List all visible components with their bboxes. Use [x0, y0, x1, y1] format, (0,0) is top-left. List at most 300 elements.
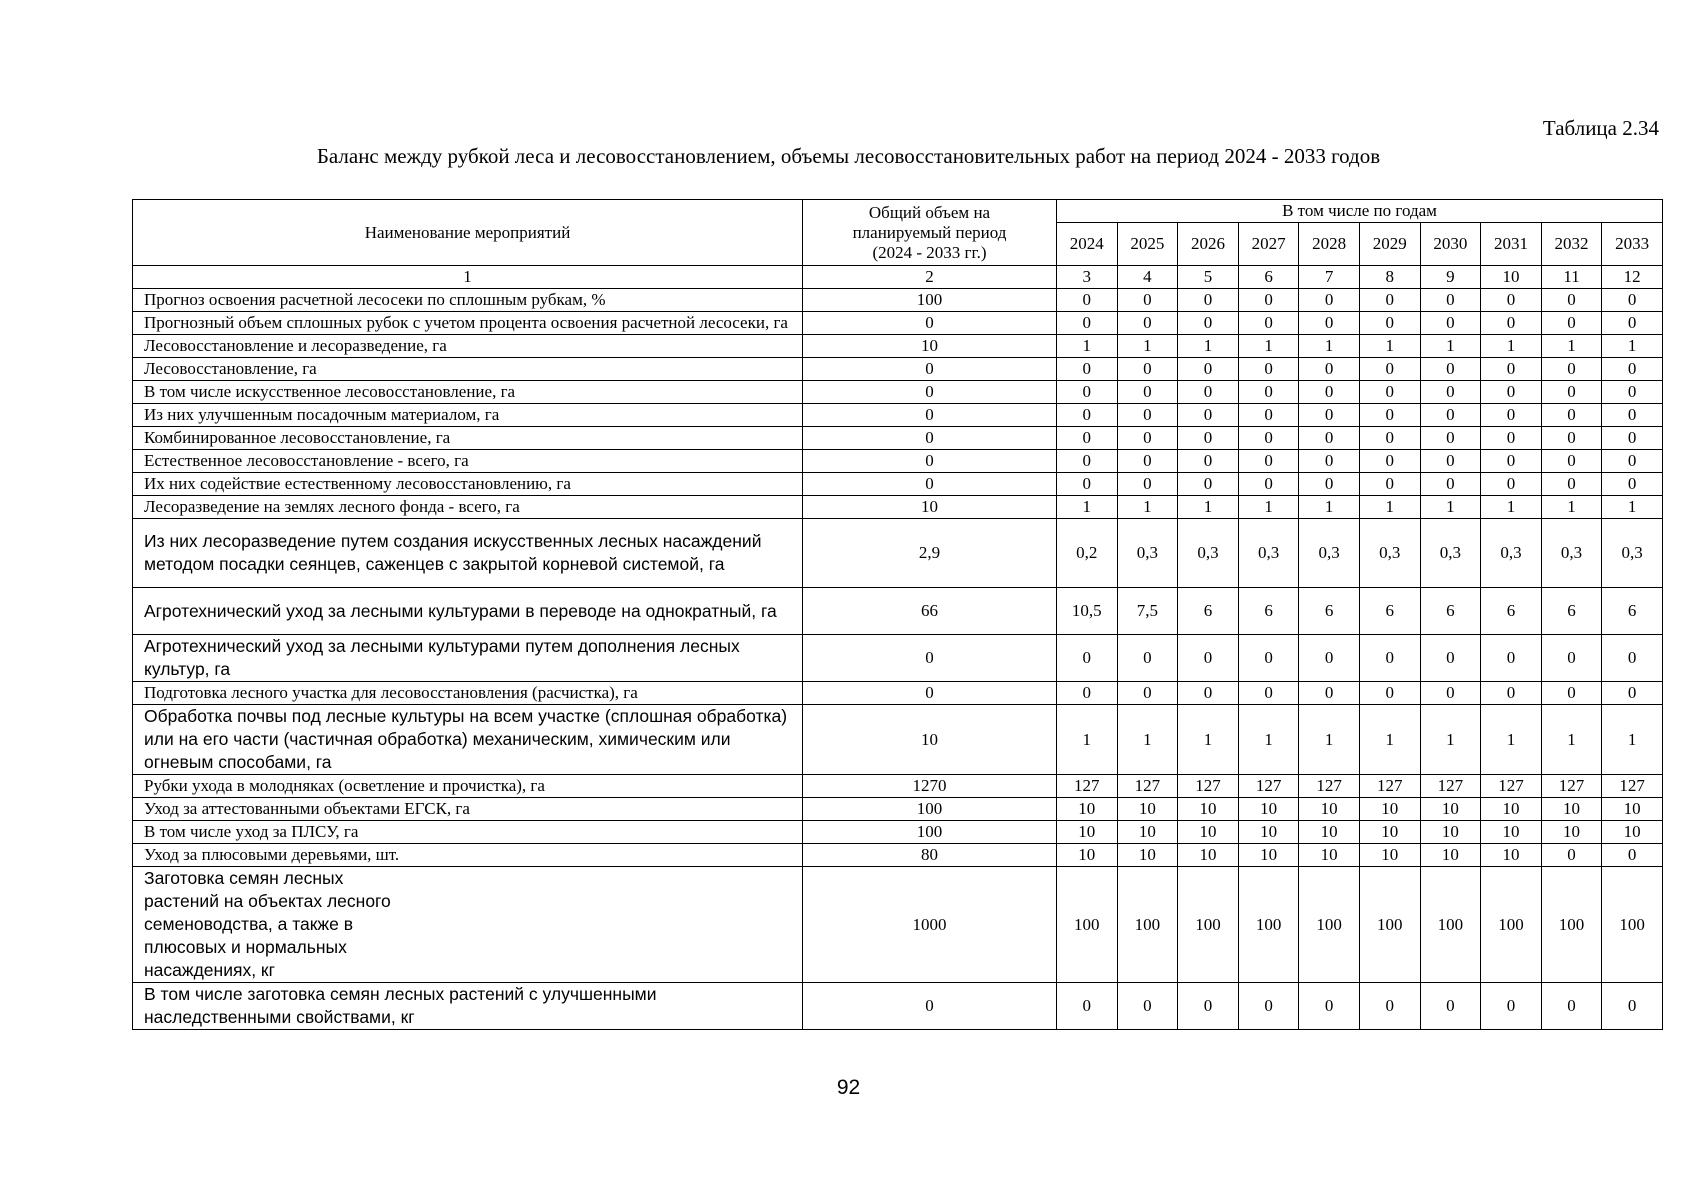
- row-year-cell: 0: [1359, 983, 1420, 1030]
- row-year-cell: 0: [1057, 358, 1118, 381]
- row-total-cell: 100: [803, 798, 1057, 821]
- row-name-cell: [133, 775, 803, 798]
- row-year-cell: 10: [1481, 821, 1542, 844]
- row-year-cell: 127: [1420, 775, 1481, 798]
- column-number: 7: [1299, 266, 1360, 289]
- row-total-cell: 100: [803, 289, 1057, 312]
- row-year-cell: 0: [1117, 358, 1178, 381]
- row-name: Из них улучшенным посадочным материалом, га: [144, 405, 500, 424]
- row-year-cell: 0,3: [1299, 519, 1360, 588]
- column-number: 3: [1057, 266, 1118, 289]
- header-year: 2026: [1178, 223, 1239, 266]
- row-year-cell: 0: [1481, 289, 1542, 312]
- column-number: 2: [803, 266, 1057, 289]
- row-year-cell: 0: [1178, 682, 1239, 705]
- row-name: Уход за плюсовыми деревьями, шт.: [144, 845, 400, 864]
- row-year-cell: 1: [1359, 496, 1420, 519]
- header-year: 2033: [1602, 223, 1663, 266]
- row-year-cell: 10: [1178, 821, 1239, 844]
- row-year-cell: 1: [1299, 335, 1360, 358]
- row-name-cell: [133, 798, 803, 821]
- row-year-cell: 0: [1238, 473, 1299, 496]
- row-year-cell: 0: [1420, 983, 1481, 1030]
- row-year-cell: 10: [1420, 798, 1481, 821]
- row-year-cell: 0: [1178, 635, 1239, 682]
- row-year-cell: 0: [1359, 450, 1420, 473]
- row-year-cell: 0: [1359, 427, 1420, 450]
- row-year-cell: 0: [1541, 983, 1602, 1030]
- row-year-cell: 0: [1420, 427, 1481, 450]
- row-year-cell: 0: [1178, 404, 1239, 427]
- row-year-cell: 0: [1117, 983, 1178, 1030]
- row-total-cell: 80: [803, 844, 1057, 867]
- row-year-cell: 0,3: [1420, 519, 1481, 588]
- row-name-cell: [133, 867, 803, 983]
- row-year-cell: 6: [1602, 588, 1663, 635]
- row-year-cell: 10: [1541, 798, 1602, 821]
- row-year-cell: 0: [1117, 381, 1178, 404]
- row-year-cell: 0,3: [1178, 519, 1239, 588]
- row-year-cell: 10: [1299, 844, 1360, 867]
- table-row: [133, 588, 1663, 635]
- row-year-cell: 0: [1238, 358, 1299, 381]
- row-year-cell: 100: [1541, 867, 1602, 983]
- row-year-cell: 0: [1238, 427, 1299, 450]
- column-number: 6: [1238, 266, 1299, 289]
- row-year-cell: 1: [1541, 705, 1602, 775]
- row-total-cell: 0: [803, 404, 1057, 427]
- row-year-cell: 0: [1299, 312, 1360, 335]
- row-name-cell: [133, 496, 803, 519]
- row-year-cell: 0: [1299, 381, 1360, 404]
- column-number: 11: [1541, 266, 1602, 289]
- row-year-cell: 0: [1481, 473, 1542, 496]
- row-year-cell: 10: [1602, 821, 1663, 844]
- row-year-cell: 0: [1117, 473, 1178, 496]
- table-row: [133, 821, 1663, 844]
- row-year-cell: 0: [1481, 404, 1542, 427]
- row-name: Из них лесоразведение путем создания искусственных лесных насаждений методом посадки сеянцев, саженцев с закрытой корневой системой, га: [144, 531, 762, 574]
- row-year-cell: 0: [1057, 381, 1118, 404]
- row-year-cell: 0: [1420, 450, 1481, 473]
- row-name: В том числе искусственное лесовосстановление, га: [144, 382, 516, 401]
- row-year-cell: 0: [1359, 381, 1420, 404]
- row-year-cell: 0: [1117, 427, 1178, 450]
- row-year-cell: 0,3: [1117, 519, 1178, 588]
- column-number: 5: [1178, 266, 1239, 289]
- row-year-cell: 1: [1238, 705, 1299, 775]
- row-total-cell: 10: [803, 496, 1057, 519]
- row-year-cell: 0: [1359, 358, 1420, 381]
- header-years-group: В том числе по годам: [1057, 200, 1663, 223]
- row-year-cell: 6: [1238, 588, 1299, 635]
- row-total-cell: 10: [803, 335, 1057, 358]
- row-total-cell: 0: [803, 381, 1057, 404]
- row-total-cell: 0: [803, 358, 1057, 381]
- row-year-cell: 0: [1602, 404, 1663, 427]
- row-year-cell: 0: [1602, 289, 1663, 312]
- row-year-cell: 10,5: [1057, 588, 1118, 635]
- row-name-cell: [133, 450, 803, 473]
- column-number: 8: [1359, 266, 1420, 289]
- row-year-cell: 0: [1359, 404, 1420, 427]
- row-year-cell: 0: [1420, 404, 1481, 427]
- row-year-cell: 1: [1420, 496, 1481, 519]
- row-year-cell: 1: [1117, 335, 1178, 358]
- row-year-cell: 0: [1541, 682, 1602, 705]
- row-year-cell: 0: [1602, 473, 1663, 496]
- row-year-cell: 0: [1602, 427, 1663, 450]
- row-year-cell: 0: [1541, 289, 1602, 312]
- row-year-cell: 1: [1481, 335, 1542, 358]
- row-year-cell: 1: [1359, 335, 1420, 358]
- row-year-cell: 100: [1602, 867, 1663, 983]
- row-year-cell: 0: [1299, 427, 1360, 450]
- balance-table-container: [132, 199, 1662, 1030]
- row-year-cell: 0: [1238, 635, 1299, 682]
- header-total-cell: [803, 200, 1057, 266]
- row-year-cell: 6: [1481, 588, 1542, 635]
- row-year-cell: 10: [1541, 821, 1602, 844]
- row-year-cell: 0: [1178, 427, 1239, 450]
- row-year-cell: 0: [1541, 473, 1602, 496]
- table-row: [133, 705, 1663, 775]
- row-year-cell: 1: [1178, 496, 1239, 519]
- row-year-cell: 1: [1238, 335, 1299, 358]
- row-name: Агротехнический уход за лесными культурами путем дополнения лесных культур, га: [144, 636, 740, 679]
- table-row: [133, 635, 1663, 682]
- row-year-cell: 0: [1117, 635, 1178, 682]
- row-year-cell: 0: [1541, 450, 1602, 473]
- row-name: Естественное лесовосстановление - всего, га: [144, 451, 469, 470]
- row-year-cell: 0: [1117, 450, 1178, 473]
- row-year-cell: 0: [1541, 312, 1602, 335]
- column-number-row: [133, 266, 1663, 289]
- row-year-cell: 127: [1238, 775, 1299, 798]
- column-number: 12: [1602, 266, 1663, 289]
- row-year-cell: 0: [1117, 312, 1178, 335]
- row-year-cell: 10: [1299, 798, 1360, 821]
- row-year-cell: 6: [1178, 588, 1239, 635]
- row-name-cell: [133, 519, 803, 588]
- row-year-cell: 0: [1420, 381, 1481, 404]
- table-row: [133, 519, 1663, 588]
- row-year-cell: 0: [1178, 312, 1239, 335]
- row-year-cell: 1: [1117, 496, 1178, 519]
- table-row: [133, 867, 1663, 983]
- row-total-cell: 100: [803, 821, 1057, 844]
- row-year-cell: 0: [1299, 289, 1360, 312]
- row-name: Комбинированное лесовосстановление, га: [144, 428, 451, 447]
- row-year-cell: 10: [1420, 844, 1481, 867]
- row-year-cell: 0: [1057, 473, 1118, 496]
- column-number: 4: [1117, 266, 1178, 289]
- table-row: [133, 404, 1663, 427]
- row-year-cell: 0: [1481, 983, 1542, 1030]
- row-name-cell: [133, 427, 803, 450]
- row-total-cell: 0: [803, 427, 1057, 450]
- column-number: 1: [133, 266, 803, 289]
- row-year-cell: 0: [1299, 983, 1360, 1030]
- row-year-cell: 0: [1359, 682, 1420, 705]
- row-year-cell: 127: [1481, 775, 1542, 798]
- row-year-cell: 1: [1238, 496, 1299, 519]
- row-name: Обработка почвы под лесные культуры на всем участке (сплошная обработка) или на его части (частичная обработка) механическим, химическим или огневым способами, га: [144, 706, 788, 772]
- row-name-cell: [133, 682, 803, 705]
- row-year-cell: 1: [1178, 705, 1239, 775]
- row-year-cell: 6: [1541, 588, 1602, 635]
- row-year-cell: 0: [1541, 358, 1602, 381]
- row-total-cell: 0: [803, 635, 1057, 682]
- row-name-cell: [133, 312, 803, 335]
- row-year-cell: 0: [1602, 450, 1663, 473]
- row-year-cell: 0: [1178, 473, 1239, 496]
- row-year-cell: 0: [1541, 635, 1602, 682]
- row-year-cell: 100: [1359, 867, 1420, 983]
- row-name: Агротехнический уход за лесными культурами в переводе на однократный, га: [144, 600, 777, 621]
- column-number: 9: [1420, 266, 1481, 289]
- table-row: [133, 427, 1663, 450]
- header-year: 2027: [1238, 223, 1299, 266]
- row-year-cell: 0: [1299, 358, 1360, 381]
- row-name: В том числе уход за ПЛСУ, га: [144, 822, 359, 841]
- row-name: Лесовосстановление, га: [144, 359, 317, 378]
- row-year-cell: 10: [1420, 821, 1481, 844]
- row-name-cell: [133, 635, 803, 682]
- row-year-cell: 0: [1541, 381, 1602, 404]
- row-name: Подготовка лесного участка для лесовосстановления (расчистка), га: [144, 683, 638, 702]
- row-year-cell: 0: [1541, 404, 1602, 427]
- row-year-cell: 0: [1299, 473, 1360, 496]
- row-total-cell: 1270: [803, 775, 1057, 798]
- balance-table: [132, 199, 1663, 1030]
- row-year-cell: 0,3: [1541, 519, 1602, 588]
- table-row: [133, 844, 1663, 867]
- header-total-line-2: планируемый период: [852, 222, 1007, 242]
- header-total-line-1: Общий объем на: [868, 202, 991, 222]
- row-year-cell: 1: [1481, 705, 1542, 775]
- row-year-cell: 0: [1481, 427, 1542, 450]
- row-year-cell: 10: [1299, 821, 1360, 844]
- table-label: Таблица 2.34: [1542, 116, 1659, 140]
- row-year-cell: 0: [1481, 312, 1542, 335]
- row-year-cell: 0: [1238, 289, 1299, 312]
- row-year-cell: 100: [1057, 867, 1118, 983]
- row-year-cell: 1: [1602, 496, 1663, 519]
- row-year-cell: 0: [1359, 289, 1420, 312]
- row-name-cell: [133, 821, 803, 844]
- row-year-cell: 127: [1057, 775, 1118, 798]
- row-year-cell: 1: [1299, 705, 1360, 775]
- row-name: В том числе заготовка семян лесных растений с улучшенными наследственными свойствами, кг: [144, 984, 657, 1027]
- row-year-cell: 100: [1178, 867, 1239, 983]
- row-year-cell: 0: [1420, 312, 1481, 335]
- row-year-cell: 0: [1238, 450, 1299, 473]
- row-name-cell: [133, 473, 803, 496]
- header-row-top: [133, 200, 1663, 223]
- row-year-cell: 0: [1238, 381, 1299, 404]
- row-year-cell: 0: [1541, 427, 1602, 450]
- row-year-cell: 0: [1117, 682, 1178, 705]
- header-year: 2028: [1299, 223, 1360, 266]
- row-year-cell: 0: [1057, 289, 1118, 312]
- row-year-cell: 6: [1299, 588, 1360, 635]
- row-year-cell: 1: [1602, 335, 1663, 358]
- row-year-cell: 0: [1117, 289, 1178, 312]
- header-year: 2030: [1420, 223, 1481, 266]
- row-year-cell: 0,3: [1238, 519, 1299, 588]
- page-number: 92: [836, 1076, 861, 1099]
- row-year-cell: 0: [1057, 312, 1118, 335]
- row-year-cell: 0: [1057, 404, 1118, 427]
- row-name-cell: [133, 844, 803, 867]
- row-year-cell: 10: [1117, 798, 1178, 821]
- row-year-cell: 0: [1602, 635, 1663, 682]
- row-total-cell: 0: [803, 682, 1057, 705]
- header-year: 2032: [1541, 223, 1602, 266]
- row-year-cell: 1: [1178, 335, 1239, 358]
- table-row: [133, 798, 1663, 821]
- row-year-cell: 0: [1057, 983, 1118, 1030]
- row-year-cell: 10: [1359, 798, 1420, 821]
- row-year-cell: 10: [1117, 821, 1178, 844]
- row-year-cell: 0: [1178, 983, 1239, 1030]
- row-name: Прогнозный объем сплошных рубок с учетом процента освоения расчетной лесосеки, га: [144, 313, 788, 332]
- row-name: Лесоразведение на землях лесного фонда - всего, га: [144, 497, 520, 516]
- row-year-cell: 0: [1602, 844, 1663, 867]
- row-year-cell: 0: [1602, 358, 1663, 381]
- row-year-cell: 0: [1117, 404, 1178, 427]
- row-year-cell: 0,3: [1481, 519, 1542, 588]
- row-year-cell: 0: [1481, 358, 1542, 381]
- row-total-cell: 2,9: [803, 519, 1057, 588]
- table-row: [133, 682, 1663, 705]
- row-year-cell: 0: [1238, 404, 1299, 427]
- row-year-cell: 0: [1178, 289, 1239, 312]
- row-year-cell: 0: [1238, 312, 1299, 335]
- row-year-cell: 1: [1057, 705, 1118, 775]
- row-name: Рубки ухода в молодняках (осветление и прочистка), га: [144, 776, 545, 795]
- row-year-cell: 0: [1057, 450, 1118, 473]
- row-year-cell: 0: [1057, 682, 1118, 705]
- row-year-cell: 10: [1057, 821, 1118, 844]
- row-year-cell: 100: [1117, 867, 1178, 983]
- row-total-cell: 66: [803, 588, 1057, 635]
- row-year-cell: 1: [1299, 496, 1360, 519]
- row-year-cell: 0: [1057, 635, 1118, 682]
- row-year-cell: 1: [1481, 496, 1542, 519]
- row-year-cell: 100: [1299, 867, 1360, 983]
- row-year-cell: 0: [1359, 635, 1420, 682]
- row-year-cell: 10: [1359, 844, 1420, 867]
- row-year-cell: 10: [1238, 844, 1299, 867]
- row-year-cell: 0: [1299, 450, 1360, 473]
- row-year-cell: 0: [1238, 983, 1299, 1030]
- row-year-cell: 100: [1238, 867, 1299, 983]
- row-total-cell: 0: [803, 312, 1057, 335]
- row-year-cell: 0,3: [1359, 519, 1420, 588]
- row-year-cell: 100: [1481, 867, 1542, 983]
- row-year-cell: 10: [1178, 844, 1239, 867]
- row-name-cell: [133, 358, 803, 381]
- row-year-cell: 1: [1541, 496, 1602, 519]
- row-year-cell: 0,2: [1057, 519, 1118, 588]
- row-year-cell: 10: [1481, 798, 1542, 821]
- row-year-cell: 6: [1420, 588, 1481, 635]
- row-total-cell: 0: [803, 983, 1057, 1030]
- row-year-cell: 1: [1602, 705, 1663, 775]
- row-year-cell: 0: [1299, 404, 1360, 427]
- row-year-cell: 10: [1057, 798, 1118, 821]
- row-year-cell: 0: [1602, 682, 1663, 705]
- row-year-cell: 0: [1602, 983, 1663, 1030]
- row-year-cell: 1: [1420, 705, 1481, 775]
- row-year-cell: 0: [1057, 427, 1118, 450]
- row-name-cell: [133, 705, 803, 775]
- row-year-cell: 0: [1420, 682, 1481, 705]
- row-year-cell: 0: [1299, 682, 1360, 705]
- row-name-cell: [133, 983, 803, 1030]
- row-year-cell: 0: [1481, 635, 1542, 682]
- row-year-cell: 10: [1238, 798, 1299, 821]
- row-name: Лесовосстановление и лесоразведение, га: [144, 336, 447, 355]
- table-row: [133, 312, 1663, 335]
- row-year-cell: 127: [1541, 775, 1602, 798]
- row-year-cell: 0: [1420, 358, 1481, 381]
- table-row: [133, 983, 1663, 1030]
- row-name: Уход за аттестованными объектами ЕГСК, га: [144, 799, 470, 818]
- row-year-cell: 10: [1602, 798, 1663, 821]
- row-year-cell: 0: [1359, 473, 1420, 496]
- row-total-cell: 10: [803, 705, 1057, 775]
- row-name: Их них содействие естественному лесовосстановлению, га: [144, 474, 571, 493]
- row-year-cell: 0: [1299, 635, 1360, 682]
- row-year-cell: 10: [1359, 821, 1420, 844]
- row-name-cell: [133, 335, 803, 358]
- row-year-cell: 0: [1602, 381, 1663, 404]
- row-year-cell: 10: [1117, 844, 1178, 867]
- row-name: Прогноз освоения расчетной лесосеки по сплошным рубкам, %: [144, 290, 606, 309]
- row-year-cell: 0: [1481, 682, 1542, 705]
- row-year-cell: 127: [1359, 775, 1420, 798]
- row-year-cell: 10: [1057, 844, 1118, 867]
- document-title: Баланс между рубкой леса и лесовосстановлением, объемы лесовосстановительных работ на период 2024 - 2033 годов: [316, 144, 1381, 168]
- row-year-cell: 0: [1481, 381, 1542, 404]
- row-year-cell: 0: [1178, 381, 1239, 404]
- row-year-cell: 0: [1420, 473, 1481, 496]
- row-year-cell: 127: [1117, 775, 1178, 798]
- row-name-cell: [133, 588, 803, 635]
- row-year-cell: 127: [1178, 775, 1239, 798]
- header-total-line-3: (2024 - 2033 гг.): [872, 242, 987, 262]
- column-number: 10: [1481, 266, 1542, 289]
- row-year-cell: 10: [1481, 844, 1542, 867]
- header-name-cell: Наименование мероприятий: [133, 200, 803, 266]
- row-year-cell: 10: [1238, 821, 1299, 844]
- row-year-cell: 0: [1602, 312, 1663, 335]
- table-row: [133, 775, 1663, 798]
- header-year: 2025: [1117, 223, 1178, 266]
- row-year-cell: 0: [1178, 358, 1239, 381]
- row-total-cell: 1000: [803, 867, 1057, 983]
- header-year: 2031: [1481, 223, 1542, 266]
- row-year-cell: 127: [1299, 775, 1360, 798]
- table-row: [133, 335, 1663, 358]
- row-year-cell: 1: [1117, 705, 1178, 775]
- table-row: [133, 289, 1663, 312]
- table-row: [133, 496, 1663, 519]
- row-total-cell: 0: [803, 473, 1057, 496]
